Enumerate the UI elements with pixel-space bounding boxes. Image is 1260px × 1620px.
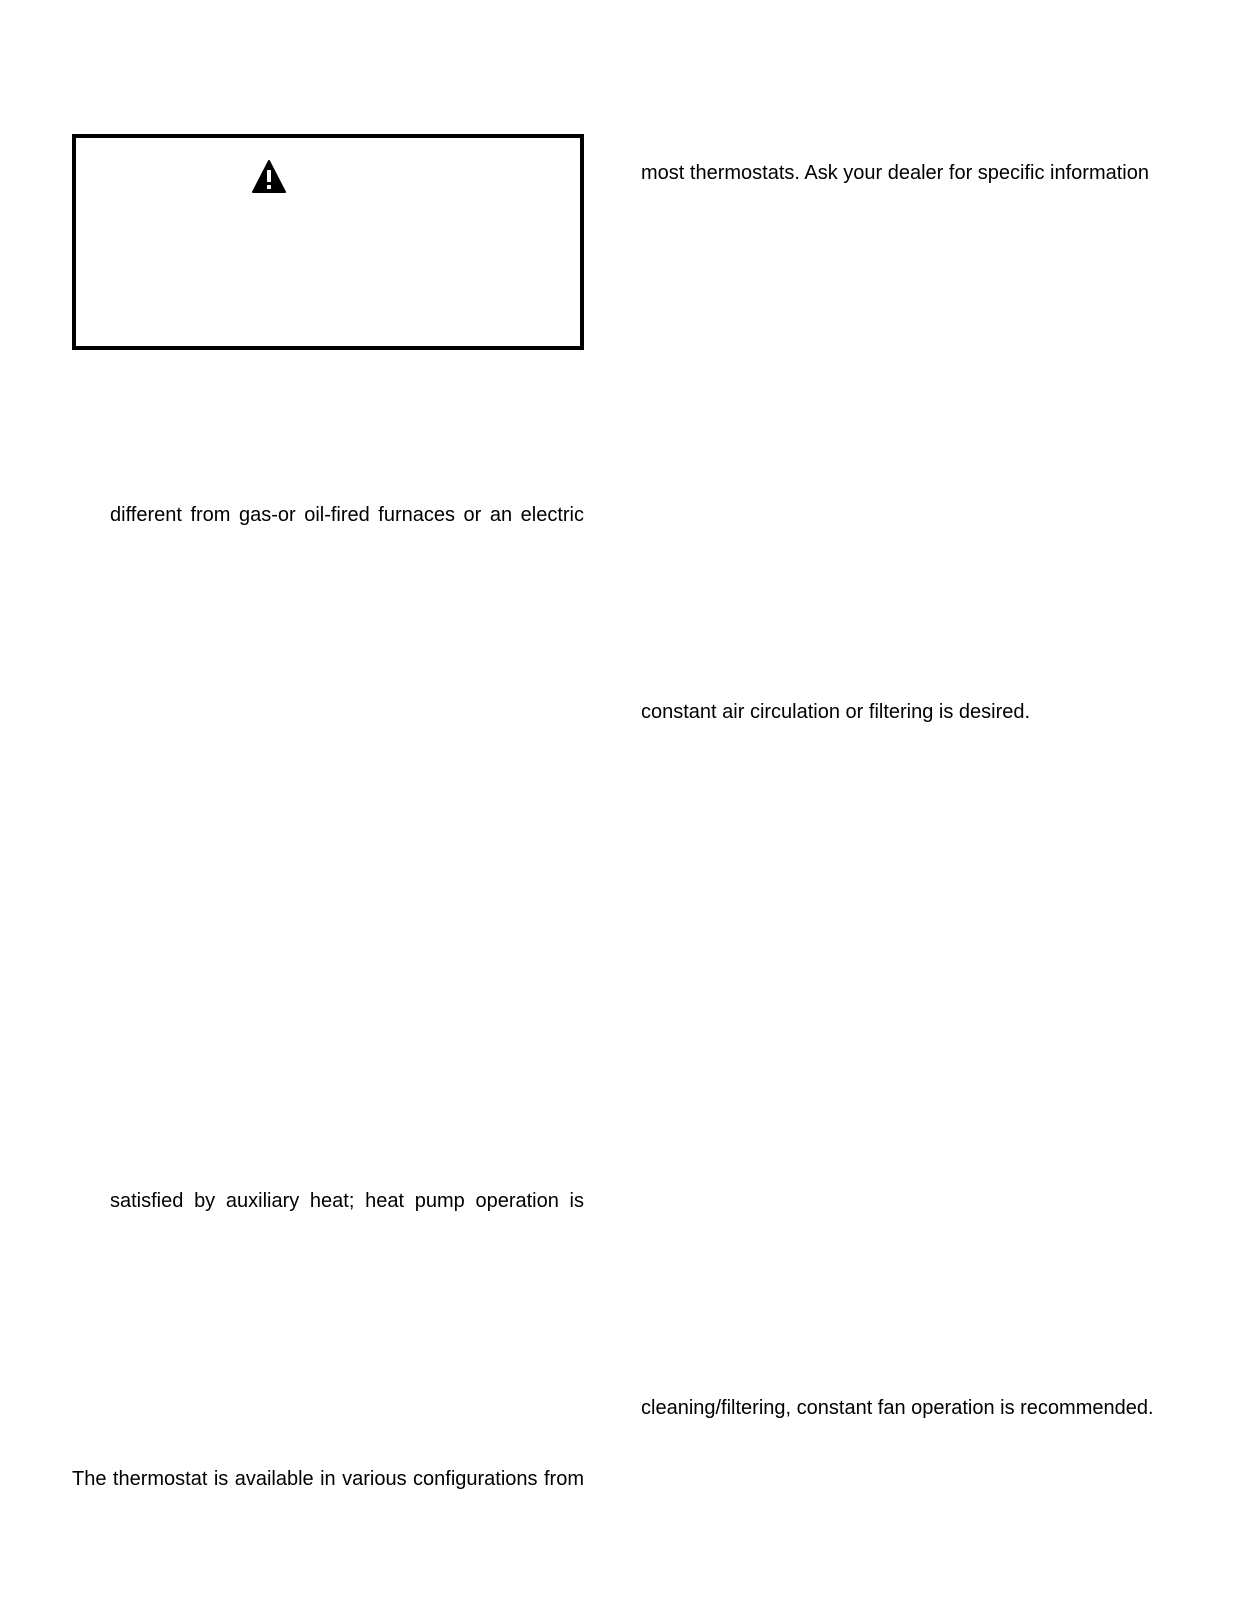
warning-box: [72, 134, 584, 350]
left-text-line-3: The thermostat is available in various configurations from: [72, 1468, 584, 1490]
left-text-line-1: different from gas-or oil-fired furnaces or an electric: [110, 504, 584, 526]
right-text-line-2: constant air circulation or filtering is desired.: [641, 701, 1031, 723]
right-text-line-3: cleaning/filtering, constant fan operation is recommended.: [641, 1397, 1154, 1419]
right-text-line-1: most thermostats. Ask your dealer for specific information: [641, 162, 1149, 184]
left-text-line-2: satisfied by auxiliary heat; heat pump operation is: [110, 1190, 584, 1212]
warning-triangle-icon: [252, 160, 286, 194]
